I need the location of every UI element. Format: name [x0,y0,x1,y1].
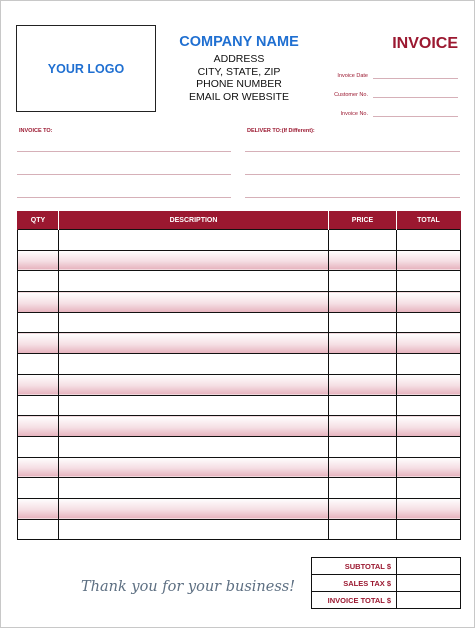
qty-cell[interactable] [18,395,59,416]
invoice-to-line-2[interactable] [17,174,231,175]
table-row [18,312,461,333]
line-items-body [18,230,461,540]
qty-cell[interactable] [18,230,59,251]
price-cell[interactable] [329,271,397,292]
invoice-no-label: Invoice No. [340,111,368,117]
company-name: COMPANY NAME [179,34,299,50]
invoice-no-row [333,107,458,117]
total-cell[interactable] [397,292,461,313]
price-cell[interactable] [329,519,397,540]
logo-text: YOUR LOGO [47,61,125,76]
total-cell[interactable] [397,498,461,519]
total-cell[interactable] [397,436,461,457]
logo-placeholder [16,25,156,112]
description-cell[interactable] [59,271,329,292]
invoice-date-label: Invoice Date [337,73,368,79]
description-cell[interactable] [59,374,329,395]
qty-cell[interactable] [18,333,59,354]
qty-cell[interactable] [18,292,59,313]
total-cell[interactable] [397,519,461,540]
table-row [18,271,461,292]
description-cell[interactable] [59,519,329,540]
deliver-to-line-3[interactable] [245,197,460,198]
invoice-date-row [333,69,458,79]
total-cell[interactable] [397,395,461,416]
total-cell[interactable] [397,457,461,478]
sales-tax-value[interactable] [397,575,461,592]
totals-table [311,557,461,609]
customer-no-field[interactable] [373,90,458,98]
description-cell[interactable] [59,498,329,519]
table-row [18,250,461,271]
company-address: ADDRESS [213,53,265,65]
price-cell[interactable] [329,457,397,478]
invoice-total-label: INVOICE TOTAL $ [312,592,397,609]
qty-cell[interactable] [18,436,59,457]
company-phone: PHONE NUMBER [196,78,282,90]
table-row [18,354,461,375]
table-row [18,436,461,457]
company-email: EMAIL OR WEBSITE [189,90,289,103]
description-cell[interactable] [59,292,329,313]
description-cell[interactable] [59,416,329,437]
sales-tax-label: SALES TAX $ [312,575,397,592]
subtotal-value[interactable] [397,558,461,575]
company-city-state-zip: CITY, STATE, ZIP [197,65,281,78]
qty-cell[interactable] [18,312,59,333]
price-cell[interactable] [329,478,397,499]
price-cell[interactable] [329,292,397,313]
description-cell[interactable] [59,457,329,478]
table-row [18,395,461,416]
line-items-table [17,211,461,540]
subtotal-label: SUBTOTAL $ [312,558,397,575]
price-cell[interactable] [329,395,397,416]
invoice-total-row [312,592,461,609]
table-row [18,333,461,354]
total-cell[interactable] [397,478,461,499]
qty-cell[interactable] [18,374,59,395]
price-cell[interactable] [329,354,397,375]
price-cell[interactable] [329,374,397,395]
total-cell[interactable] [397,230,461,251]
description-cell[interactable] [59,395,329,416]
invoice-to-line-1[interactable] [17,151,231,152]
table-row [18,416,461,437]
total-cell[interactable] [397,354,461,375]
invoice-total-value[interactable] [397,592,461,609]
table-row [18,519,461,540]
invoice-to-line-3[interactable] [17,197,231,198]
description-cell[interactable] [59,230,329,251]
qty-cell[interactable] [18,519,59,540]
description-header: DESCRIPTION [59,211,329,230]
price-cell[interactable] [329,250,397,271]
price-header: PRICE [329,211,397,230]
total-cell[interactable] [397,374,461,395]
table-row [18,457,461,478]
table-row [18,478,461,499]
description-cell[interactable] [59,250,329,271]
invoice-date-field[interactable] [373,71,458,79]
price-cell[interactable] [329,498,397,519]
description-cell[interactable] [59,354,329,375]
table-row [18,374,461,395]
sales-tax-row [312,575,461,592]
invoice-no-field[interactable] [373,109,458,117]
qty-cell[interactable] [18,478,59,499]
invoice-title: INVOICE [392,35,458,52]
total-cell[interactable] [397,250,461,271]
qty-cell[interactable] [18,271,59,292]
total-cell[interactable] [397,271,461,292]
qty-cell[interactable] [18,457,59,478]
total-cell[interactable] [397,312,461,333]
qty-cell[interactable] [18,354,59,375]
company-info [164,34,314,103]
price-cell[interactable] [329,312,397,333]
price-cell[interactable] [329,436,397,457]
price-cell[interactable] [329,416,397,437]
thank-you-message: Thank you for your business! [81,579,296,595]
qty-cell[interactable] [18,416,59,437]
qty-header: QTY [18,211,59,230]
invoice-to-label: INVOICE TO: [19,128,53,134]
customer-no-label: Customer No. [334,92,368,98]
total-cell[interactable] [397,333,461,354]
deliver-to-line-2[interactable] [245,174,460,175]
table-header-row [18,211,461,230]
customer-no-row [333,88,458,98]
total-cell[interactable] [397,416,461,437]
table-row [18,498,461,519]
qty-cell[interactable] [18,250,59,271]
price-cell[interactable] [329,333,397,354]
table-row [18,292,461,313]
subtotal-row [312,558,461,575]
deliver-to-label: DELIVER TO:(If Different): [247,128,315,134]
total-header: TOTAL [397,211,461,230]
description-cell[interactable] [59,333,329,354]
description-cell[interactable] [59,478,329,499]
deliver-to-line-1[interactable] [245,151,460,152]
qty-cell[interactable] [18,498,59,519]
description-cell[interactable] [59,312,329,333]
description-cell[interactable] [59,436,329,457]
price-cell[interactable] [329,230,397,251]
table-row [18,230,461,251]
